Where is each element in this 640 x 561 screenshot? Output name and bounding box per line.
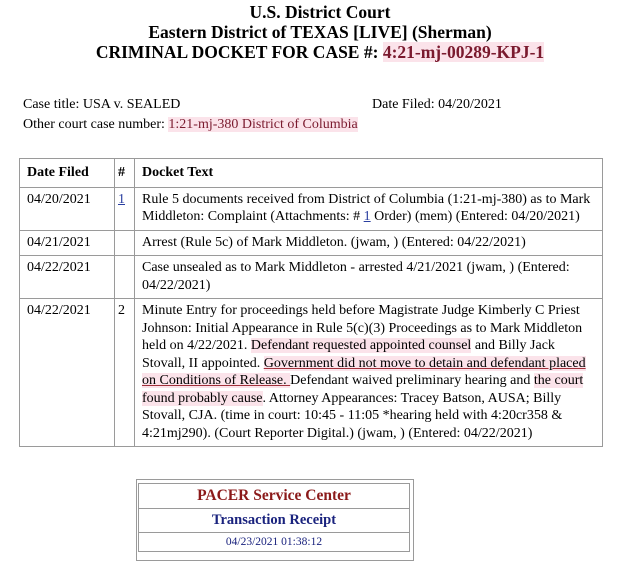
docket-entry-link[interactable]: 1: [118, 191, 125, 207]
highlight-counsel: Defendant requested appointed counsel: [250, 338, 472, 353]
docket-text-part: . Attorney Appearances: Tracey Batson, AUSA; Billy Stovall, CJA. (time in court: 10:45 - 11:05 *hearing held with 4:20cr358 & 4:21mj290). (Court Reporter Digital.) (jwam, ) (Entered: 04/22/2021): [142, 390, 563, 441]
docket-title-prefix: CRIMINAL DOCKET FOR CASE #:: [95, 42, 383, 62]
pacer-subtitle: Transaction Receipt: [139, 509, 410, 533]
case-title-value: USA v. SEALED: [82, 97, 181, 112]
docket-text-part: Order) (mem) (Entered: 04/20/2021): [370, 209, 580, 224]
court-name: U.S. District Court: [249, 2, 391, 22]
docket-date: 04/22/2021: [20, 299, 115, 447]
col-docket-text: Docket Text: [135, 159, 603, 188]
docket-text-part: Rule 5 documents received from District of Columbia (1:21-mj-380) as to Mark Middleton: Complaint (Attachments: #: [142, 191, 591, 224]
docket-header-row: [20, 159, 603, 188]
docket-date: 04/21/2021: [20, 230, 115, 256]
case-number: 4:21-mj-00289-KPJ-1: [382, 42, 545, 62]
pacer-receipt: [138, 483, 410, 552]
docket-text: [135, 299, 603, 447]
case-title: [23, 96, 180, 114]
docket-text-part: Defendant waived preliminary hearing and: [290, 373, 534, 388]
docket-number: [115, 230, 135, 256]
docket-date: 04/20/2021: [20, 187, 115, 230]
district-name: Eastern District of TEXAS [LIVE] (Sherman): [148, 22, 492, 42]
docket-text-part: Minute Entry for proceedings held before Magistrate Judge Kimberly C Priest Johnson: Initial Appearance in Rule 5(c)(3) Proceedings as to Mark Middleton held on 4/22/2021.: [142, 303, 583, 353]
docket-row: [20, 230, 603, 256]
case-date-filed: Date Filed: 04/20/2021: [372, 97, 502, 112]
docket-row: [20, 256, 603, 299]
other-case-label: Other court case number:: [23, 117, 169, 132]
pacer-timestamp: 04/23/2021 01:38:12: [139, 533, 410, 552]
col-number: #: [115, 159, 135, 188]
docket-table: [19, 158, 603, 447]
other-case-number: [23, 116, 358, 134]
docket-date: 04/22/2021: [20, 256, 115, 299]
col-date-filed: Date Filed: [20, 159, 115, 188]
docket-text-part: and Billy Jack Stovall, II appointed.: [142, 338, 555, 371]
highlight-release: Government did not move to detain and defendant placed on Conditions of Release.: [142, 355, 586, 388]
docket-title: [0, 42, 640, 63]
docket-row: [20, 187, 603, 230]
docket-number: [115, 187, 135, 230]
docket-text: Arrest (Rule 5c) of Mark Middleton. (jwam, ) (Entered: 04/22/2021): [135, 230, 603, 256]
other-case-value: 1:21-mj-380 District of Columbia: [168, 117, 358, 132]
docket-row: [20, 299, 603, 447]
docket-number: 2: [115, 299, 135, 447]
docket-text: Case unsealed as to Mark Middleton - arrested 4/21/2021 (jwam, ) (Entered: 04/22/2021): [135, 256, 603, 299]
pacer-title: PACER Service Center: [139, 484, 410, 509]
case-title-label: Case title:: [23, 97, 83, 112]
docket-text: [135, 187, 603, 230]
highlight-probable-cause: the court found probably cause: [142, 373, 584, 406]
attachment-link[interactable]: 1: [363, 209, 371, 224]
docket-number: [115, 256, 135, 299]
